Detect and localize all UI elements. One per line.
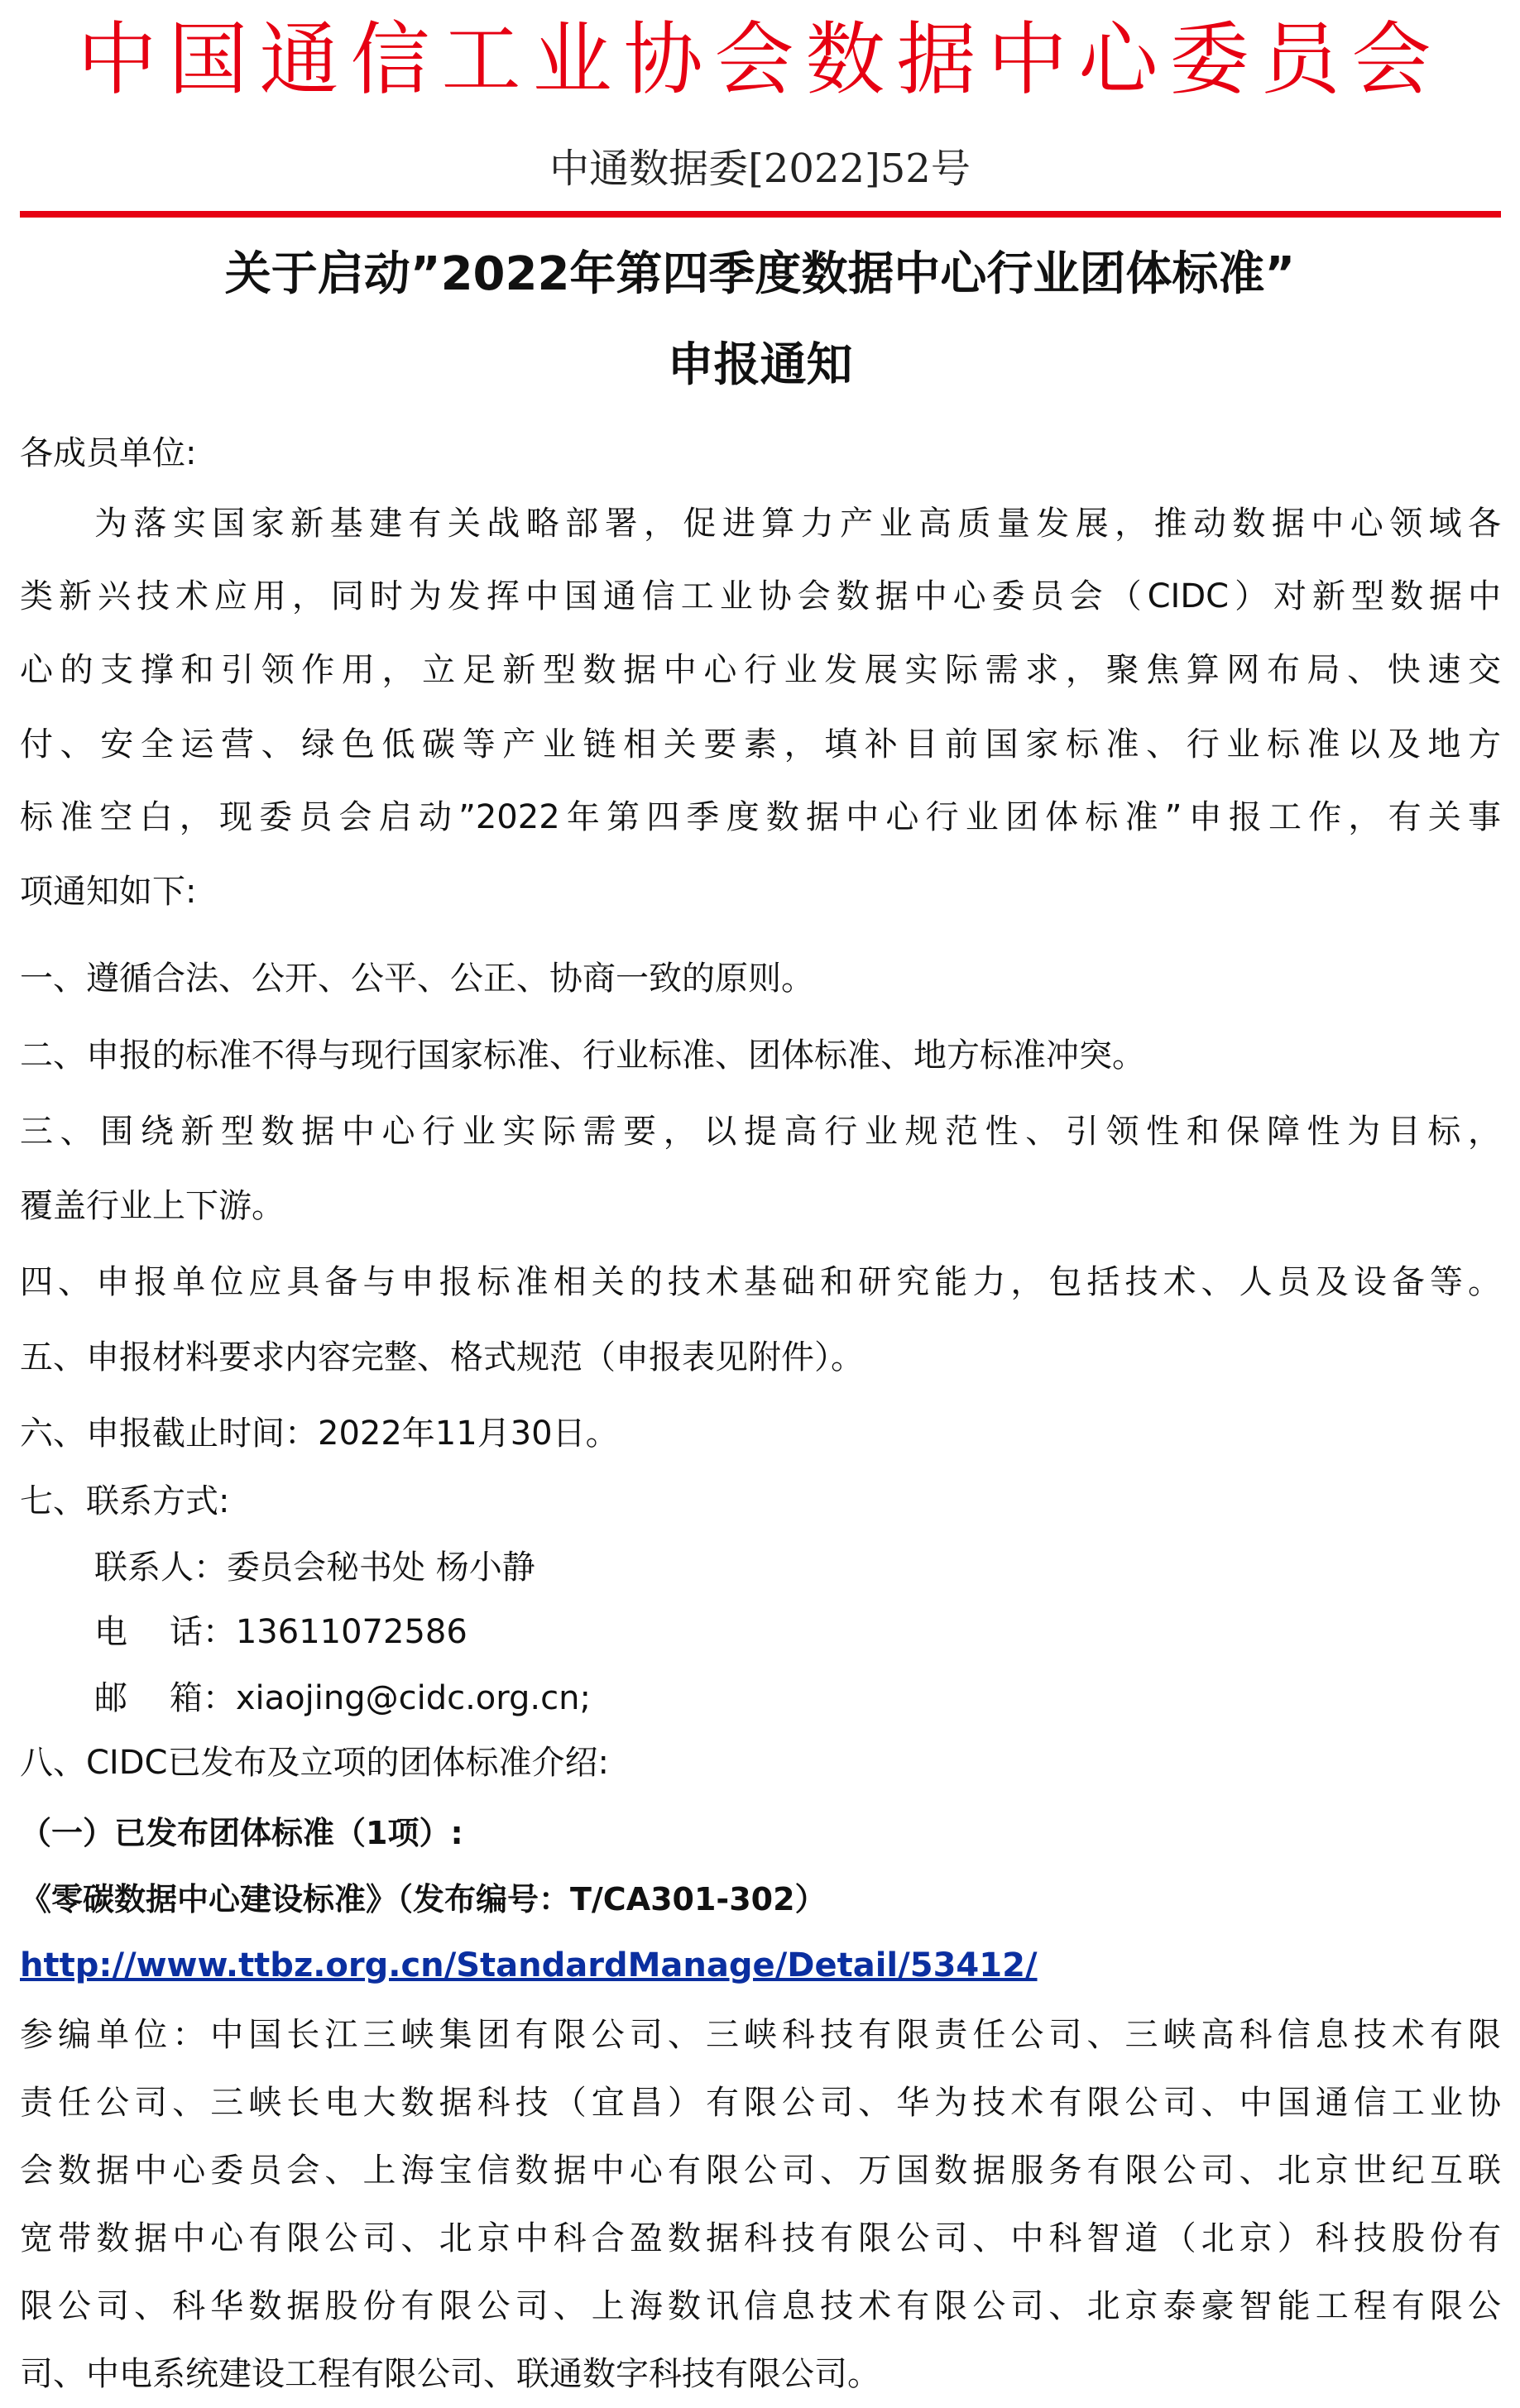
standard-detail-link[interactable]: http://www.ttbz.org.cn/StandardManage/Detail/53412/ [20, 1946, 1038, 1984]
notice-title-line-1: 关于启动”2022年第四季度数据中心行业团体标准” [224, 247, 1296, 301]
intro-paragraph-line: 项通知如下: [20, 873, 197, 911]
notice-title-line-2: 申报通知 [667, 338, 853, 392]
participants-line: 责任公司、三峡长电大数据科技（宜昌）有限公司、华为技术有限公司、中国通信工业协 [20, 2084, 1501, 2122]
item-3-line-2: 覆盖行业上下游。 [20, 1187, 285, 1225]
item-2: 二、申报的标准不得与现行国家标准、行业标准、团体标准、地方标准冲突。 [20, 1036, 1145, 1075]
contact-phone: 电 话：13611072586 [94, 1613, 468, 1651]
intro-paragraph-line: 付、安全运营、绿色低碳等产业链相关要素，填补目前国家标准、行业标准以及地方 [20, 725, 1501, 764]
red-divider-line [20, 211, 1501, 218]
published-standards-heading: （一）已发布团体标准（1项）: [20, 1815, 463, 1851]
intro-paragraph-line: 为落实国家新基建有关战略部署，促进算力产业高质量发展，推动数据中心领域各 [94, 505, 1501, 543]
item-3-line-1: 三、围绕新型数据中心行业实际需要，以提高行业规范性、引领性和保障性为目标， [20, 1113, 1501, 1151]
item-8: 八、CIDC已发布及立项的团体标准介绍: [20, 1744, 609, 1782]
participants-line: 会数据中心委员会、上海宝信数据中心有限公司、万国数据服务有限公司、北京世纪互联 [20, 2152, 1501, 2190]
item-4: 四、申报单位应具备与申报标准相关的技术基础和研究能力，包括技术、人员及设备等。 [20, 1263, 1501, 1301]
intro-paragraph-line: 心的支撑和引领作用，立足新型数据中心行业发展实际需求，聚焦算网布局、快速交 [20, 651, 1501, 689]
item-7: 七、联系方式: [20, 1482, 230, 1520]
contact-person: 联系人：委员会秘书处 杨小静 [94, 1549, 535, 1587]
salutation: 各成员单位: [20, 434, 197, 472]
intro-paragraph-line: 类新兴技术应用，同时为发挥中国通信工业协会数据中心委员会（CIDC）对新型数据中 [20, 577, 1501, 615]
item-6: 六、申报截止时间：2022年11月30日。 [20, 1415, 619, 1453]
item-5: 五、申报材料要求内容完整、格式规范（申报表见附件）。 [20, 1338, 864, 1376]
intro-paragraph-line: 标准空白，现委员会启动”2022年第四季度数据中心行业团体标准”申报工作，有关事 [20, 798, 1501, 836]
organization-letterhead: 中国通信工业协会数据中心委员会 [77, 13, 1443, 106]
participants-line: 司、中电系统建设工程有限公司、联通数字科技有限公司。 [20, 2355, 880, 2393]
contact-email: 邮 箱：xiaojing@cidc.org.cn; [94, 1679, 591, 1717]
participants-line: 宽带数据中心有限公司、北京中科合盈数据科技有限公司、中科智道（北京）科技股份有 [20, 2219, 1501, 2257]
item-1: 一、遵循合法、公开、公平、公正、协商一致的原则。 [20, 960, 814, 998]
participants-line: 限公司、科华数据股份有限公司、上海数讯信息技术有限公司、北京泰豪智能工程有限公 [20, 2287, 1501, 2325]
published-standard-title: 《零碳数据中心建设标准》（发布编号：T/CA301-302） [20, 1881, 827, 1917]
participants-line: 参编单位：中国长江三峡集团有限公司、三峡科技有限责任公司、三峡高科信息技术有限 [20, 2016, 1501, 2054]
document-number: 中通数据委[2022]52号 [549, 146, 971, 192]
